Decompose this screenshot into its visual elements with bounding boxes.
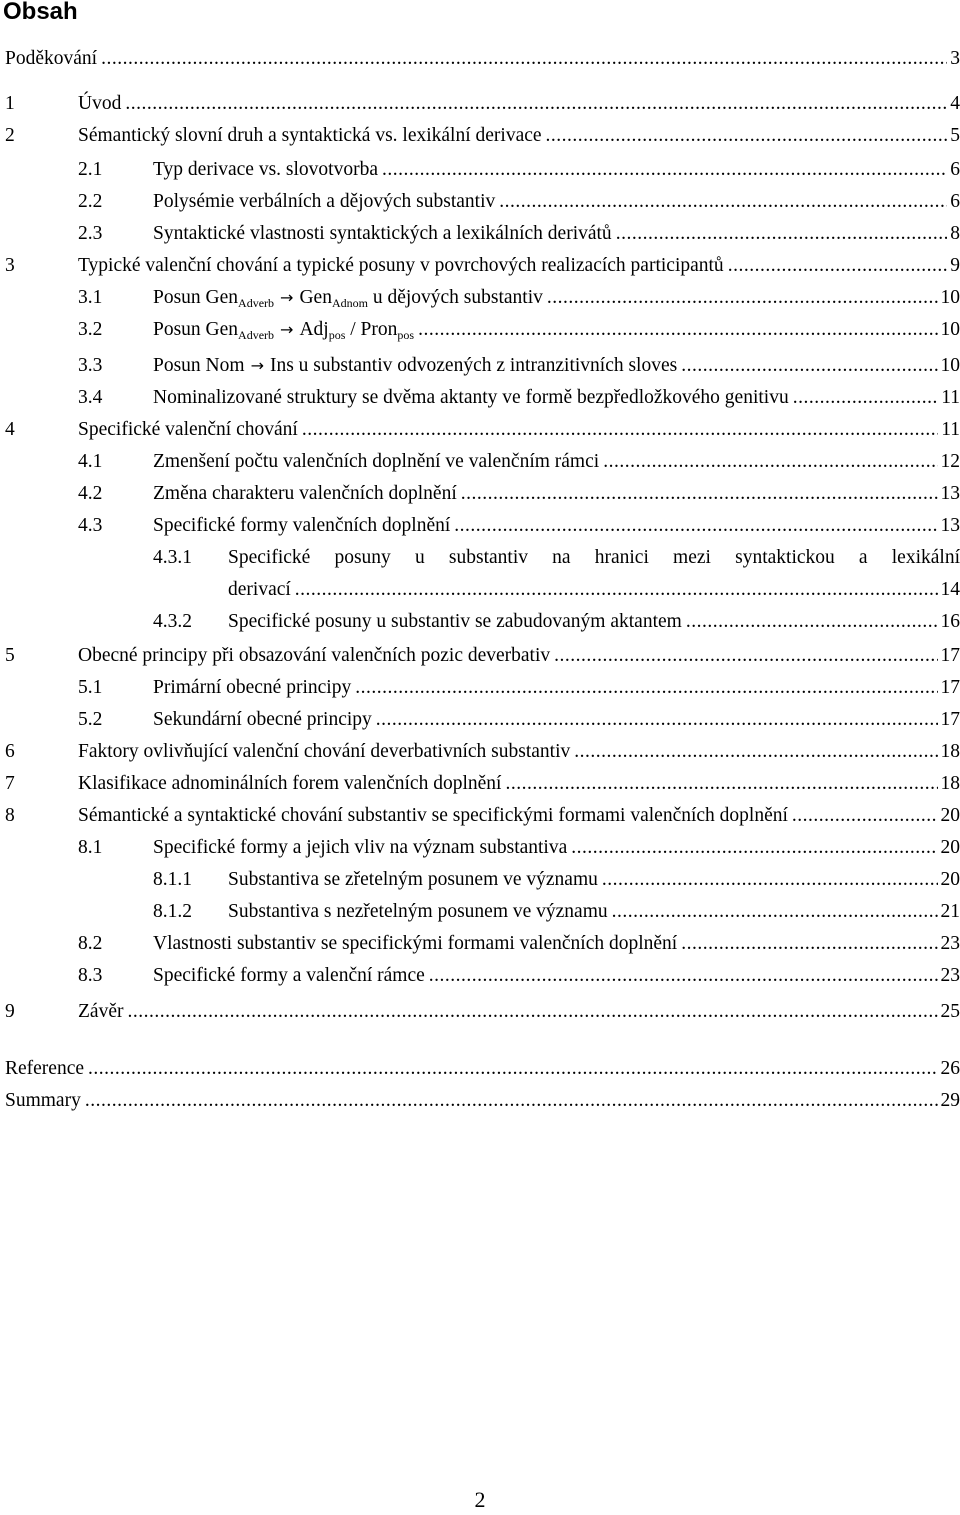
dot-leader: [567, 832, 937, 864]
entry-label: [153, 350, 677, 382]
entry-line: [78, 414, 960, 446]
dot-leader: [291, 574, 938, 606]
page-number-ref: 26: [940, 1058, 960, 1079]
label-text: Gen: [299, 287, 332, 308]
entry-label: Summary: [5, 1090, 81, 1111]
page-number-ref: 17: [940, 677, 960, 698]
dot-leader: [788, 800, 938, 832]
toc-entry[interactable]: [5, 43, 960, 75]
entry-line: [78, 88, 960, 120]
entry-number: 2.3: [78, 223, 103, 244]
entry-label: Specifické formy a jejich vliv na význam substantiva: [153, 837, 568, 858]
entry-number: 8.1.2: [153, 901, 192, 922]
entry-number: 8.3: [78, 965, 103, 986]
page-number-ref: 20: [940, 805, 960, 826]
entry-label-line: Specifické posuny u substantiv na hranici mezi syntaktickou a lexikální: [228, 547, 960, 568]
page-number-ref: 18: [940, 773, 960, 794]
entry-number: 5.1: [78, 677, 103, 698]
page-number-ref: 13: [940, 515, 960, 536]
entry-label: Specifické posuny u substantiv se zabudovaným aktantem: [228, 611, 682, 632]
entry-label: Specifické valenční chování: [78, 419, 298, 440]
dot-leader: [542, 120, 948, 152]
dot-leader: [97, 43, 947, 75]
page-number-ref: 6: [950, 159, 960, 180]
entry-number: 9: [5, 1001, 15, 1022]
entry-label: Poděkování: [5, 48, 98, 69]
dot-leader: [570, 736, 937, 768]
page-number-ref: 10: [940, 287, 960, 308]
toc-entry[interactable]: [5, 218, 960, 250]
entry-line: [228, 864, 960, 896]
arrow-icon: →: [250, 356, 264, 375]
dot-leader: [724, 250, 948, 282]
entry-line: [5, 1053, 960, 1085]
toc-entry[interactable]: [5, 672, 960, 704]
label-text: Posun Nom: [153, 355, 245, 376]
toc-entry[interactable]: [5, 864, 960, 896]
toc-entry[interactable]: [5, 382, 960, 414]
toc-entry[interactable]: [5, 186, 960, 218]
page-number-ref: 11: [941, 387, 960, 408]
entry-line: [78, 250, 960, 282]
entry-number: 8.1.1: [153, 869, 192, 890]
page-number-ref: 10: [940, 319, 960, 340]
toc-entry[interactable]: [5, 154, 960, 186]
toc-entry[interactable]: [5, 542, 960, 606]
entry-line: [153, 154, 960, 186]
subscript: Adverb: [238, 296, 275, 310]
entry-label: Vlastnosti substantiv se specifickými formami valenčních doplnění: [153, 933, 678, 954]
toc-entry[interactable]: [5, 606, 960, 638]
page-number-ref: 9: [950, 255, 960, 276]
page-number-ref: 29: [940, 1090, 960, 1111]
entry-line: [228, 606, 960, 638]
dot-leader: [501, 768, 937, 800]
entry-line: [153, 218, 960, 250]
dot-leader: [81, 1085, 938, 1117]
page-number-ref: 16: [940, 611, 960, 632]
entry-label: Substantiva s nezřetelným posunem ve významu: [228, 901, 608, 922]
entry-line: [153, 282, 960, 314]
entry-label: [153, 314, 414, 346]
page-number-ref: 4: [950, 93, 960, 114]
entry-label: Klasifikace adnominálních forem valenčních doplnění: [78, 773, 502, 794]
dot-leader: [608, 896, 938, 928]
entry-line: [153, 928, 960, 960]
entry-line: [153, 446, 960, 478]
entry-line: [153, 350, 960, 382]
dot-leader: [789, 382, 939, 414]
entry-number: 8: [5, 805, 15, 826]
entry-number: 2.1: [78, 159, 103, 180]
dot-leader: [351, 672, 937, 704]
dot-leader: [598, 864, 938, 896]
page-number-ref: 13: [940, 483, 960, 504]
toc-entry[interactable]: [5, 736, 960, 768]
toc-entry[interactable]: [5, 510, 960, 542]
entry-number: 4.3.1: [153, 547, 192, 568]
entry-label: Faktory ovlivňující valenční chování deverbativních substantiv: [78, 741, 571, 762]
toc-entry[interactable]: [5, 704, 960, 736]
entry-number: 4.1: [78, 451, 103, 472]
label-text: Adj: [299, 319, 329, 340]
page-number-ref: 17: [940, 709, 960, 730]
dot-leader: [298, 414, 938, 446]
entry-label: Obecné principy při obsazování valenčních pozic deverbativ: [78, 645, 551, 666]
entry-label: Reference: [5, 1058, 85, 1079]
subscript: pos: [397, 328, 415, 342]
entry-line: [78, 768, 960, 800]
entry-line: [153, 186, 960, 218]
dot-leader: [677, 350, 937, 382]
entry-number: 8.1: [78, 837, 103, 858]
label-text: Posun Gen: [153, 287, 239, 308]
dot-leader: [84, 1053, 937, 1085]
page-number-ref: 3: [950, 48, 960, 69]
page-number-ref: 8: [950, 223, 960, 244]
entry-line: [153, 510, 960, 542]
label-text: u dějových substantiv: [367, 287, 543, 308]
toc-entry[interactable]: [5, 768, 960, 800]
entry-number: 4.3.2: [153, 611, 192, 632]
entry-line: [5, 1085, 960, 1117]
entry-line: [228, 896, 960, 928]
toc-entry[interactable]: [5, 928, 960, 960]
label-text: Ins u substantiv odvozených z intranzitivních sloves: [269, 355, 678, 376]
page-number-ref: 11: [941, 419, 960, 440]
page-number: 2: [474, 1487, 486, 1512]
entry-line: [153, 478, 960, 510]
entry-number: 3.1: [78, 287, 103, 308]
entry-line: [5, 43, 960, 75]
toc-entry[interactable]: [5, 478, 960, 510]
dot-leader: [550, 640, 937, 672]
entry-number: 2: [5, 125, 15, 146]
toc-entry[interactable]: [5, 640, 960, 672]
entry-label: [153, 282, 543, 314]
toc-entry[interactable]: [5, 446, 960, 478]
toc-entry[interactable]: [5, 996, 960, 1028]
label-text: / Pron: [345, 319, 398, 340]
entry-label: Typické valenční chování a typické posuny v povrchových realizacích participantů: [78, 255, 724, 276]
toc-entry[interactable]: [5, 88, 960, 120]
entry-label: Závěr: [78, 1001, 124, 1022]
entry-number: 7: [5, 773, 15, 794]
entry-line: [153, 382, 960, 414]
dot-leader: [121, 88, 947, 120]
entry-line: [78, 120, 960, 152]
entry-label: Zmenšení počtu valenčních doplnění ve valenčním rámci: [153, 451, 600, 472]
dot-leader: [372, 704, 938, 736]
entry-number: 3.2: [78, 319, 103, 340]
dot-leader: [378, 154, 947, 186]
toc-entry[interactable]: [5, 414, 960, 446]
page-number-ref: 23: [940, 965, 960, 986]
toc-entry[interactable]: [5, 800, 960, 832]
entry-line: [78, 996, 960, 1028]
entry-number: 4.2: [78, 483, 103, 504]
page-number-ref: 17: [940, 645, 960, 666]
entry-number: 3.3: [78, 355, 103, 376]
entry-line: [78, 640, 960, 672]
entry-number: 5.2: [78, 709, 103, 730]
page-number-ref: 25: [940, 1001, 960, 1022]
entry-number: 1: [5, 93, 15, 114]
subscript: Adnom: [331, 296, 368, 310]
entry-line: [153, 672, 960, 704]
page-number-ref: 20: [940, 837, 960, 858]
dot-leader: [425, 960, 938, 992]
entry-line: [153, 960, 960, 992]
entry-label: Sekundární obecné principy: [153, 709, 372, 730]
entry-label: Substantiva se zřetelným posunem ve významu: [228, 869, 598, 890]
toc-entry[interactable]: [5, 120, 960, 152]
dot-leader: [599, 446, 937, 478]
entry-label: derivací: [228, 579, 291, 600]
page-number-ref: 10: [940, 355, 960, 376]
page-number-ref: 23: [940, 933, 960, 954]
toc-entry[interactable]: [5, 282, 960, 314]
toc-entry[interactable]: [5, 1085, 960, 1117]
entry-line: [153, 832, 960, 864]
page-number-ref: 5: [950, 125, 960, 146]
subscript: Adverb: [238, 328, 275, 342]
page-number-ref: 18: [940, 741, 960, 762]
toc-entry[interactable]: [5, 960, 960, 992]
dot-leader: [495, 186, 947, 218]
toc-entry[interactable]: [5, 350, 960, 382]
toc-entry[interactable]: [5, 250, 960, 282]
entry-label: Polysémie verbálních a dějových substantiv: [153, 191, 496, 212]
toc-entry[interactable]: [5, 896, 960, 928]
entry-line: [153, 314, 960, 346]
dot-leader: [414, 314, 937, 346]
entry-line: [78, 736, 960, 768]
entry-number: 3.4: [78, 387, 103, 408]
entry-line: [228, 574, 960, 606]
entry-number: 2.2: [78, 191, 103, 212]
toc-entry[interactable]: [5, 832, 960, 864]
dot-leader: [677, 928, 937, 960]
dot-leader: [123, 996, 937, 1028]
dot-leader: [682, 606, 938, 638]
entry-number: 5: [5, 645, 15, 666]
entry-label: Typ derivace vs. slovotvorba: [153, 159, 378, 180]
toc-entry[interactable]: [5, 314, 960, 346]
dot-leader: [450, 510, 937, 542]
entry-label: Změna charakteru valenčních doplnění: [153, 483, 457, 504]
entry-line: [78, 800, 960, 832]
entry-number: 4: [5, 419, 15, 440]
entry-label: Specifické formy valenčních doplnění: [153, 515, 451, 536]
toc-entry[interactable]: [5, 1053, 960, 1085]
dot-leader: [457, 478, 938, 510]
page-number-ref: 12: [940, 451, 960, 472]
subscript: pos: [328, 328, 346, 342]
page-number-ref: 21: [940, 901, 960, 922]
dot-leader: [543, 282, 938, 314]
entry-label: Primární obecné principy: [153, 677, 352, 698]
label-text: Posun Gen: [153, 319, 239, 340]
entry-line: [153, 704, 960, 736]
page-number-ref: 6: [950, 191, 960, 212]
entry-label: Syntaktické vlastnosti syntaktických a lexikálních derivátů: [153, 223, 612, 244]
entry-label: Úvod: [78, 93, 122, 114]
entry-label: Sémantický slovní druh a syntaktická vs. lexikální derivace: [78, 125, 542, 146]
entry-number: 4.3: [78, 515, 103, 536]
page-number-ref: 20: [940, 869, 960, 890]
entry-label: Nominalizované struktury se dvěma aktanty ve formě bezpředložkového genitivu: [153, 387, 789, 408]
entry-label: Sémantické a syntaktické chování substantiv se specifickými formami valenčních doplnění: [78, 805, 788, 826]
toc-title: Obsah: [3, 0, 78, 25]
arrow-icon: →: [280, 320, 294, 339]
entry-number: 3: [5, 255, 15, 276]
dot-leader: [612, 218, 948, 250]
arrow-icon: →: [280, 288, 294, 307]
entry-number: 6: [5, 741, 15, 762]
entry-label: Specifické formy a valenční rámce: [153, 965, 425, 986]
page-number-ref: 14: [940, 579, 960, 600]
entry-number: 8.2: [78, 933, 103, 954]
